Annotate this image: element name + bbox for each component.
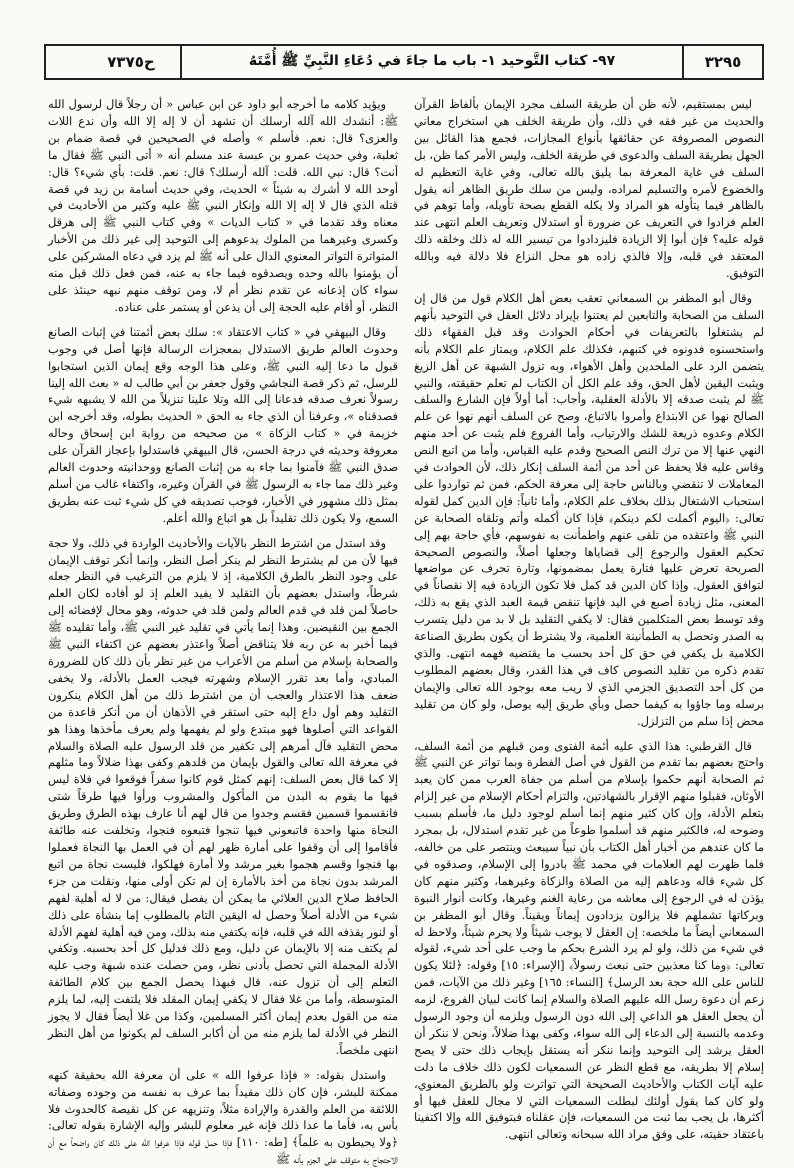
hadith-reference: ح٧٣٧٥ [82,46,182,78]
text-columns [47,96,764,1167]
paragraph: قال القرطبي: هذا الذي عليه أئمة الفتوى ومن قبلهم من أئمة السلف، واحتج بعضهم بما تقدم من القول في أصل الفطرة وبما تواتر عن النبي ﷺ ثم الصحابة أنهم حكموا بإسلام من أسلم من جفاة العرب ممن كان يعبد الأوثان، فقبلوا منهم الإقرار بالشهادتين، والتزام أحكام الإسلام من غير إلزام بتعلم الأدلة، وإن كان كثير منهم إنما أسلم لوجود دليل ما، فأسلم بسبب وضوحه له، فالكثير منهم قد أسلموا طوعاً من غير تقدم استدلال، بل بمجرد ما كان عندهم من أخبار أهل الكتاب بأن نبياً سيبعث وينتصر على من خالفه، فلما ظهرت لهم العلامات في محمد ﷺ بادروا إلى الإسلام، وصدقوه في كل شيء قاله ودعاهم إليه من الصلاة والزكاة وغيرهما، وكثير منهم كان يؤذن له في الرجوع إلى معاشه من رعاية الغنم وغيرها، وكانت أنوار النبوة وبركاتها تشملهم فلا يزالون يزدادون إيماناً ويقيناً. وقال أبو المظفر بن السمعاني أيضاً ما ملخصه: إن العقل لا يوجب شيئاً ولا يحرم شيئاً، ولاحظ له في شيء من ذلك، ولو لم يرد الشرع بحكم ما وجب على أحد شيء، لقوله تعالى: ﴿وما كنا معذبين حتى نبعث رسولاً﴾ [الإسراء: ١٥] وقوله: ﴿لئلا يكون للناس على الله حجة بعد الرسل﴾ [النساء: ١٦٥] وغير ذلك من الآيات، فمن زعم أن دعوة رسل الله عليهم الصلاة والسلام إنما كانت لبيان الفروع، لزمه أن يجعل العقل هو الداعي إلى الله دون الرسول ويلزمه أن وجود الرسول وعدمه بالنسبة إلى الدعاء إلى الله سواء، وكفى بهذا ضلالاً، ونحن لا ننكر أن العقل يرشد إلى التوحيد وإنما ننكر أنه يستقل بإيجاب ذلك حتى لا يصح إسلام إلا بطريقه، مع قطع النظر عن السمعيات لكون ذلك خلاف ما دلت عليه آيات الكتاب والأحاديث الصحيحة التي تواترت ولو بالطريق المعنوي، ولو كان كما يقول أولئك لبطلت السمعيات التي لا مجال للعقل فيها أو أكثرها، بل يجب بما ثبت من السمعيات، فإن عقلناه فبتوفيق الله وإلا اكتفينا باعتقاد حقيته، على وفق مراد الله سبحانه وتعالى انتهى. [414,738,764,1142]
right-text-column [414,96,764,1142]
page-header [44,44,764,80]
paragraph: ويؤيد كلامه ما أخرجه أبو داود عن ابن عباس « أن رجلاً قال لرسول الله ﷺ: أنشدك الله آلله أرسلك أن تشهد أن لا إله إلا الله وأن ندع اللات والعزى؟ قال: نعم. فأسلم » وأصله في الصحيحين في قصة ضمام بن ثعلبة، وفي حديث عمرو بن عبسة عند مسلم أنه « أتى النبي ﷺ فقال ما أنت؟ قال: نبي الله. قلت: آلله أرسلك؟ قال: نعم. قلت: بأي شيء؟ قال: أوحد الله لا أشرك به شيئاً » الحديث، وفي حديث أسامة بن زيد في قصة قتله الذي قال لا إله إلا الله وإنكار النبي ﷺ عليه وكثير من الأحاديث في معناه وقد تقدما في « كتاب الديات » وفي كتاب النبي ﷺ إلى هرقل وكسرى وغيرهما من الملوك يدعوهم إلى التوحيد إلى غير ذلك من الأخبار المتواترة التواتر المعنوي الدال على أنه ﷺ لم يزد في دعاه المشركين على أن يؤمنوا بالله وحده ويصدقوه فيما جاء به عنه، فمن فعل ذلك قبل منه سواء كان إذعانه عن تقدم نظر أم لا، ومن توقف منهم نبهه حينئذ على النظر، أو أقام عليه الحجة إلى أن يذعن أو يستمر على عناده. [48,97,398,314]
paragraph: وقال البيهقي في « كتاب الاعتقاد »: سلك بعض أئمتنا في إثبات الصانع وحدوث العالم طريق الاستدلال بمعجزات الرسالة فإنها أصل في وجوب قبول ما دعا إليه النبي ﷺ، وعلى هذا الوجه وقع إيمان الذين استجابوا للرسل، ثم ذكر قصة النجاشي وقول جعفر بن أبي طالب له « بعث الله إلينا رسولاً نعرف صدقه فدعانا إلى الله وتلا علينا تنزيلاً من الله لا يشبهه شيء فصدقناه »، وعرفنا أن الذي جاء به الحق « الحديث بطوله، وقد أخرجه ابن خزيمة في « كتاب الزكاة » من صحيحه من رواية ابن إسحاق وحاله معروفة وحديثه في درجة الحسن، قال البيهقي فاستدلوا بإعجاز القرآن على صدق النبي ﷺ فآمنوا بما جاء به من إثبات الصانع ووحدانيته وحدوث العالم وغير ذلك مما جاء به الرسول ﷺ في القرآن وغيره، واكتفاء غالب من أسلم بمثل ذلك مشهور في الأخبار، فوجب تصديقه في كل شيء ثبت عنه بطريق السمع، ولا يكون ذلك تقليداً بل هو اتباع والله أعلم. [48,324,398,525]
page-number: ٣٢٩٥ [682,46,762,78]
paragraph: وقد استدل من اشترط النظر بالآيات والأحاديث الواردة في ذلك، ولا حجة فيها لأن من لم يشترط النظر لم ينكر أصل النظر، وإنما أنكر توقف الإيمان على وجود النظر بالطرق الكلامية، إذ لا يلزم من الترغيب في النظر جعله شرطاً، واستدل بعضهم بأن التقليد لا يفيد العلم إذ لو أفاده لكان العلم حاصلاً لمن قلد في قدم العالم ولمن قلد في حدوثه، وهو محال لإفضائه إلى الجمع بين النقيضين. وهذا إنما يأتي في تقليد غير النبي ﷺ، وأما تقليده ﷺ فيما أخبر به عن ربه فلا يتناقض أصلاً واعتذر بعضهم عن اكتفاء النبي ﷺ والصحابة بإسلام من أسلم من الأعراب من غير نظر بأن ذلك كان للضرورة المبادي، وأما بعد تقرر الإسلام وشهرته فيجب العمل بالأدلة، ولا يخفى ضعف هذا الاعتذار والعجب أن من اشترط ذلك من أهل الكلام ينكرون التقليد وهم أول داع إليه حتى استقر في الأذهان أن من أنكر قاعدة من القواعد التي أصلوها فهو مبتدع ولو لم يفهمها ولم يعرف مأخذها وهذا هو محض التقليد فآل أمرهم إلى تكفير من قلد الرسول عليه الصلاة والسلام في معرفة الله تعالى والقول بإيمان من قلدهم وكفى بهذا ضلالاً وما مثلهم إلا كما قال بعض السلف: إنهم كمثل قوم كانوا سفراً فوقعوا في فلاة ليس فيها ما يقوم به البدن من المأكول والمشروب ورأوا فيها طرقاً شتى فانقسموا قسمين فقسم وجدوا من قال لهم أنا عارف بهذه الطرق وطريق النجاة منها واحدة فاتبعوني فيها تنجوا فتبعوه فنجوا، وتخلفت عنه طائفة فأقاموا إلى أن وقفوا على أمارة ظهر لهم أن في العمل بها النجاة فعملوا بها فنجوا وقسم هجموا بغير مرشد ولا أمارة فهلكوا، فليست نجاة من اتبع المرشد بدون نجاة من أخذ بالأمارة إن لم تكن أولى منها، ونقلت من جزء الحافظ صلاح الدين العلائي ما يمكن أن يفصل فيقال: من لا له أهلية لفهم شيء من الأدلة أصلاً وحصل له اليقين التام بالمطلوب إما بنشأة على ذلك أو لنور يقذفه الله في قلبه، فإنه يكتفي منه بذلك، ومن فيه أهلية لفهم الأدلة لم يكتف منه إلا بالإيمان عن دليل، ومع ذلك فدليل كل أحد بحسبه. وتكفي الأدلة المجملة التي تحصل بأدنى نظر، ومن حصلت عنده شبهة وجب عليه التعلم إلى أن تزول عنه، قال فبهذا يحصل الجمع بين كلام الطائفة المتوسطة، وأما من غلا فقال لا يكفي إيمان المقلد فلا يلتفت إليه، لما يلزم منه من القول بعدم إيمان أكثر المسلمين، وكذا من غلا أيضاً فقال لا يجوز النظر في الأدلة لما يلزم منه من أن أكابر السلف لم يكونوا من أهل النظر انتهى ملخصاً. [47,535,398,1057]
paragraph: واستدل بقوله: « فإذا عرفوا الله » على أن معرفة الله بحقيقة كنهه ممكنة للبشر، فإن كان ذلك مقيداً بما عرف به نفسه من وجوده وصفاته اللائقة من العلم والقدرة والإرادة مثلاً، وتنزيهه عن كل نقيصة كالحدوث فلا بأس به، فأما ما عدا ذلك فإنه غير معلوم للبشر وإليه الإشارة بقوله تعالى: ﴿ولا يحيطون به علماً﴾ [طه: ١١٠] فإذا حمل قوله فإذا عرفوا الله على ذلك كان واضحاً مع أن الاحتجاج به متوقف على الجزم بأنه ﷺ [48,1067,398,1167]
header-spacer [46,46,82,78]
running-title: ٩٧- كتاب التَّوحيد ١- باب ما جاءَ في دُعَاءِ النَّبِيِّ ﷺ أُمَّتَهُ [248,53,616,69]
paragraph: ليس بمستقيم، لأنه ظن أن طريقة السلف مجرد الإيمان بألفاظ القرآن والحديث من غير فقه في ذلك، وأن طريقة الخلف هي استخراج معاني النصوص المصروفة عن حقائقها بأنواع المجازات، فجمع هذا القائل بين الجهل بطريقة السلف والدعوى في طريقة الخلف، وليس الأمر كما ظن، بل السلف في غاية المعرفة بما يليق بالله تعالى، وفي غاية التعظيم له والخضوع لأمره والتسليم لمراده، وليس من سلك طريق الظاهر أنه يقول بالظاهر فيما يتأوله هو المراد ولا يكله القطع بصحة تأويله، وأما توهم في العلم فزادوا في التعريف عن ضرورة أو استدلال وتعريف العلم انتهى عند قوله عليه؟ فإن أبوا إلا الزيادة فليزدادوا من تيسير الله له ذلك وخلقه ذلك المعتقد في قلبه، وإلا فالذي زاده هو محل النزاع فلا دلالة فيه وبالله التوفيق. [414,97,764,281]
left-text-column [47,96,398,1167]
paragraph: وقال أبو المظفر بن السمعاني تعقب بعض أهل الكلام قول من قال إن السلف من الصحابة والتابعين لم يعتنوا بإيراد دلائل العقل في التوحيد بأنهم لم يشتغلوا بالتعريفات في أحكام الحوادث وقد قبل الفقهاء ذلك واستحسنوه فدونوه في كتبهم، فكذلك علم الكلام، ويمتاز علم الكلام بأنه يتضمن الرد على الملحدين وأهل الأهواء، وبه تزول الشبهة عن أهل الزيغ ويثبت اليقين لأهل الحق، وقد علم الكل أن الكتاب لم تعلم حقيقته، والنبي ﷺ لم يثبت صدقه إلا بالأدلة العقلية، وأجاب: أما أولاً فإن الشارع والسلف الصالح نهوا عن الابتداع وأمروا بالاتباع، وصح عن السلف أنهم نهوا عن علم الكلام وعدوه ذريعة للشك والارتياب، وأما الفروع فلم يثبت عن أحد منهم النهي عنها إلا من ترك النص الصحيح وقدم عليه القياس، وأما من اتبع النص وقاس عليه فلا يحفظ عن أحد من أئمة السلف إنكار ذلك، لأن الحوادث في المعاملات لا تنقضي وبالناس حاجة إلى معرفة الحكم، فمن ثم تواردوا على استحباب الاشتغال بذلك بخلاف علم الكلام، وأما ثانياً: فإن الدين كمل لقوله تعالى: ﴿اليوم أكملت لكم دينكم﴾ فإذا كان أكمله وأتم وتلقاه الصحابة عن النبي ﷺ واعتقده من تلقى عنهم واطمأنت به نفوسهم، فأي حاجة بهم إلى تحكيم العقول والرجوع إلى قضاياها وجعلها أصلاً، والنصوص الصحيحة الصريحة تعرض عليها فتارة يعمل بمضمونها، وتارة تحرف عن مواضعها لتوافق العقول. وإذا كان الدين قد كمل فلا تكون الزيادة فيه إلا نقصاناً في المعنى، مثل زيادة أصبع في اليد فإنها تنقص قيمة العبد الذي يقع به ذلك، وقد توسط بعض المتكلمين فقال: لا يكفي التقليد بل لا بد من دليل يتسرب به الصدر وتحصل به الطمأنينة العلمية، ولا يشترط أن يكون بطريق الصناعة الكلامية بل يكفي في حق كل أحد بحسب ما يقتضيه فهمه انتهى. والذي تقدم ذكره من تقليد النصوص كاف في هذا القدر، وقال بعضهم المطلوب من كل أحد التصديق الجزمي الذي لا ريب معه بوجود الله تعالى والإيمان برسله وما جاؤوا به كيفما حصل وبأي طريق إليه يوصل، ولو كان من تقليد محض إذا سلم من التزلزل. [414,290,764,728]
